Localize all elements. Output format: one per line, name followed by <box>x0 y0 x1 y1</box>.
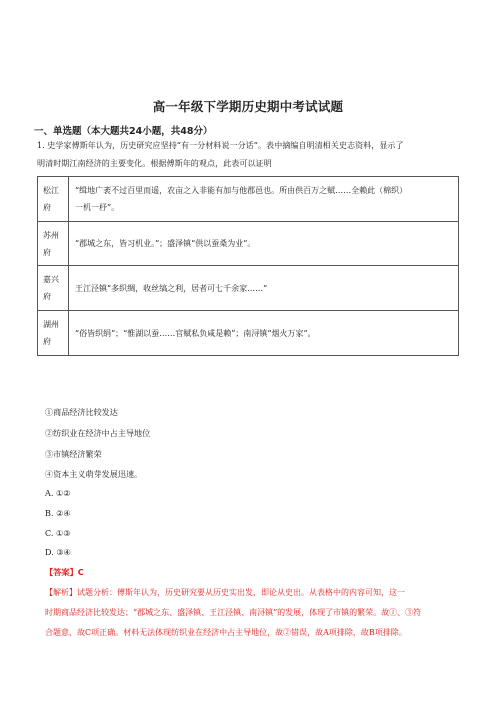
content-cell: “俗皆织绢”；“惟湖以蚕……官赋私负咸是赖”；南浔镇“烟火万家”。 <box>69 311 459 356</box>
statement-item: ③市镇经济繁荣 <box>45 449 102 459</box>
explanation-line: 合题意，故C项正确。材料无法体现纺织业在经济中占主导地位，故②错误，故A项排除，故B项排除。 <box>45 628 407 637</box>
section-heading: 一、单选题（本大题共24小题，共48分） <box>34 126 213 137</box>
content-cell: “郡城之东，皆习机业。”；盛泽镇“供以蚕桑为业”。 <box>69 222 459 266</box>
choice-c: C. ①③ <box>45 528 71 538</box>
statement-item: ④资本主义萌芽发展迅速。 <box>45 469 143 479</box>
choice-a: A. ①② <box>45 488 71 498</box>
page-title: 高一年级下学期历史期中考试试题 <box>152 99 344 114</box>
choice-b: B. ②④ <box>45 508 71 518</box>
content-line: 一机一杼”。 <box>75 203 120 212</box>
content-cell <box>69 177 459 222</box>
question-stem-line-1: 1. 史学家傅斯年认为，历史研究应坚持“有一分材料说一分话”。表中摘编自明清相关史志资料，显示了 <box>37 140 404 150</box>
statement-item: ①商品经济比较发达 <box>45 407 118 417</box>
explanation-line: 时期商品经济比较发达；“郡城之东、盛泽镇、王江泾镇、南浔镇”的发展，体现了市镇的繁荣。故①、③符 <box>45 608 422 617</box>
answer-label: 【答案】C <box>45 567 84 577</box>
statement-item: ②纺织业在经济中占主导地位 <box>45 428 151 438</box>
place-cell: 湖州府 <box>38 311 69 356</box>
table-row <box>38 177 459 222</box>
choice-d: D. ③④ <box>45 547 71 557</box>
table-row <box>38 266 459 311</box>
place-cell: 松江府 <box>38 177 69 222</box>
table-row <box>38 222 459 266</box>
content-line: “缉地广袤不过百里而遥，农亩之入非能有加与他郡邑也。所由供百万之赋……全赖此（棉织） <box>75 186 408 195</box>
place-cell: 苏州府 <box>38 222 69 266</box>
source-table <box>37 176 459 356</box>
content-cell: 王江泾镇“多织绸，收丝缟之利，居者可七千余家……” <box>69 266 459 311</box>
place-cell: 嘉兴府 <box>38 266 69 311</box>
table-row <box>38 311 459 356</box>
question-stem-line-2: 明清时期江南经济的主要变化。根据傅斯年的观点，此表可以证明 <box>37 158 272 168</box>
explanation-line: 【解析】试题分析：傅斯年认为，历史研究要从历史实出发，即论从史出。从表格中的内容可知，这一 <box>45 588 405 597</box>
